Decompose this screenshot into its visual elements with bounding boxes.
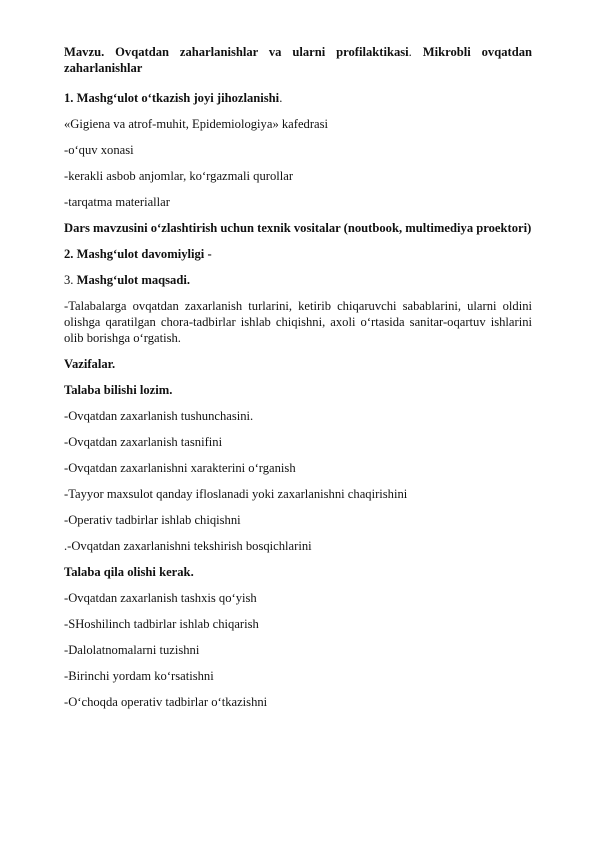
list-item: -Tayyor maxsulot qanday ifloslanadi yoki zaxarlanishni chaqirishini (64, 487, 408, 501)
section-2-title: Mashg‘ulot davomiyligi - (76, 247, 212, 261)
equipment-item: -o‘quv xonasi (64, 143, 134, 157)
equipment-item: -tarqatma materiallar (64, 195, 170, 209)
section-1-heading (64, 90, 532, 106)
must-do-heading: Talaba qila olishi kerak. (64, 565, 194, 579)
section-1-dot: . (279, 91, 283, 105)
section-2-heading (64, 246, 532, 262)
document-title (64, 44, 532, 78)
section-3-number: 3. (64, 273, 74, 287)
title-topic: Ovqatdan zaharlanishlar va ularni profilaktikasi (115, 45, 409, 59)
section-1-number: 1. (64, 91, 74, 105)
must-know-list (64, 408, 532, 554)
section-2-number: 2. (64, 247, 74, 261)
document-page (64, 44, 532, 720)
technical-means: Dars mavzusini o‘zlashtirish uchun texnik vositalar (noutbook, multimediya proektori) (64, 221, 532, 235)
title-label: Mavzu. (64, 45, 105, 59)
list-item: -Ovqatdan zaxarlanishni xarakterini o‘rganish (64, 461, 296, 475)
title-separator: . (408, 45, 412, 59)
goal-paragraph: -Talabalarga ovqatdan zaxarlanish turlarini, ketirib chiqaruvchi sabablarini, ularni oldini olishga qaratilgan chora-tadbirlar ishlab chiqishni, axoli o‘rtasida sanitar-oqartuv ishlarini olib borishga o‘rgatish. (64, 299, 532, 345)
list-item: -Operativ tadbirlar ishlab chiqishni (64, 513, 241, 527)
list-item: -SHoshilinch tadbirlar ishlab chiqarish (64, 617, 259, 631)
must-know-heading: Talaba bilishi lozim. (64, 383, 173, 397)
title-subtopic: Mikrobli ovqatdan zaharlanishlar (64, 45, 532, 75)
list-item: .-Ovqatdan zaxarlanishni tekshirish bosqichlarini (64, 539, 312, 553)
list-item: -O‘choqda operativ tadbirlar o‘tkazishni (64, 695, 268, 709)
must-do-list (64, 590, 532, 710)
list-item: -Birinchi yordam ko‘rsatishni (64, 669, 214, 683)
list-item: -Ovqatdan zaxarlanish tashxis qo‘yish (64, 591, 257, 605)
section-3-heading (64, 272, 532, 288)
list-item: -Ovqatdan zaxarlanish tasnifini (64, 435, 223, 449)
section-1-title: Mashg‘ulot o‘tkazish joyi jihozlanishi (76, 91, 280, 105)
tasks-heading: Vazifalar. (64, 357, 116, 371)
list-item: -Ovqatdan zaxarlanish tushunchasini. (64, 409, 254, 423)
section-3-title: Mashg‘ulot maqsadi. (76, 273, 190, 287)
equipment-item: -kerakli asbob anjomlar, ko‘rgazmali qurollar (64, 169, 294, 183)
list-item: -Dalolatnomalarni tuzishni (64, 643, 200, 657)
department-line: «Gigiena va atrof-muhit, Epidemiologiya» kafedrasi (64, 117, 329, 131)
